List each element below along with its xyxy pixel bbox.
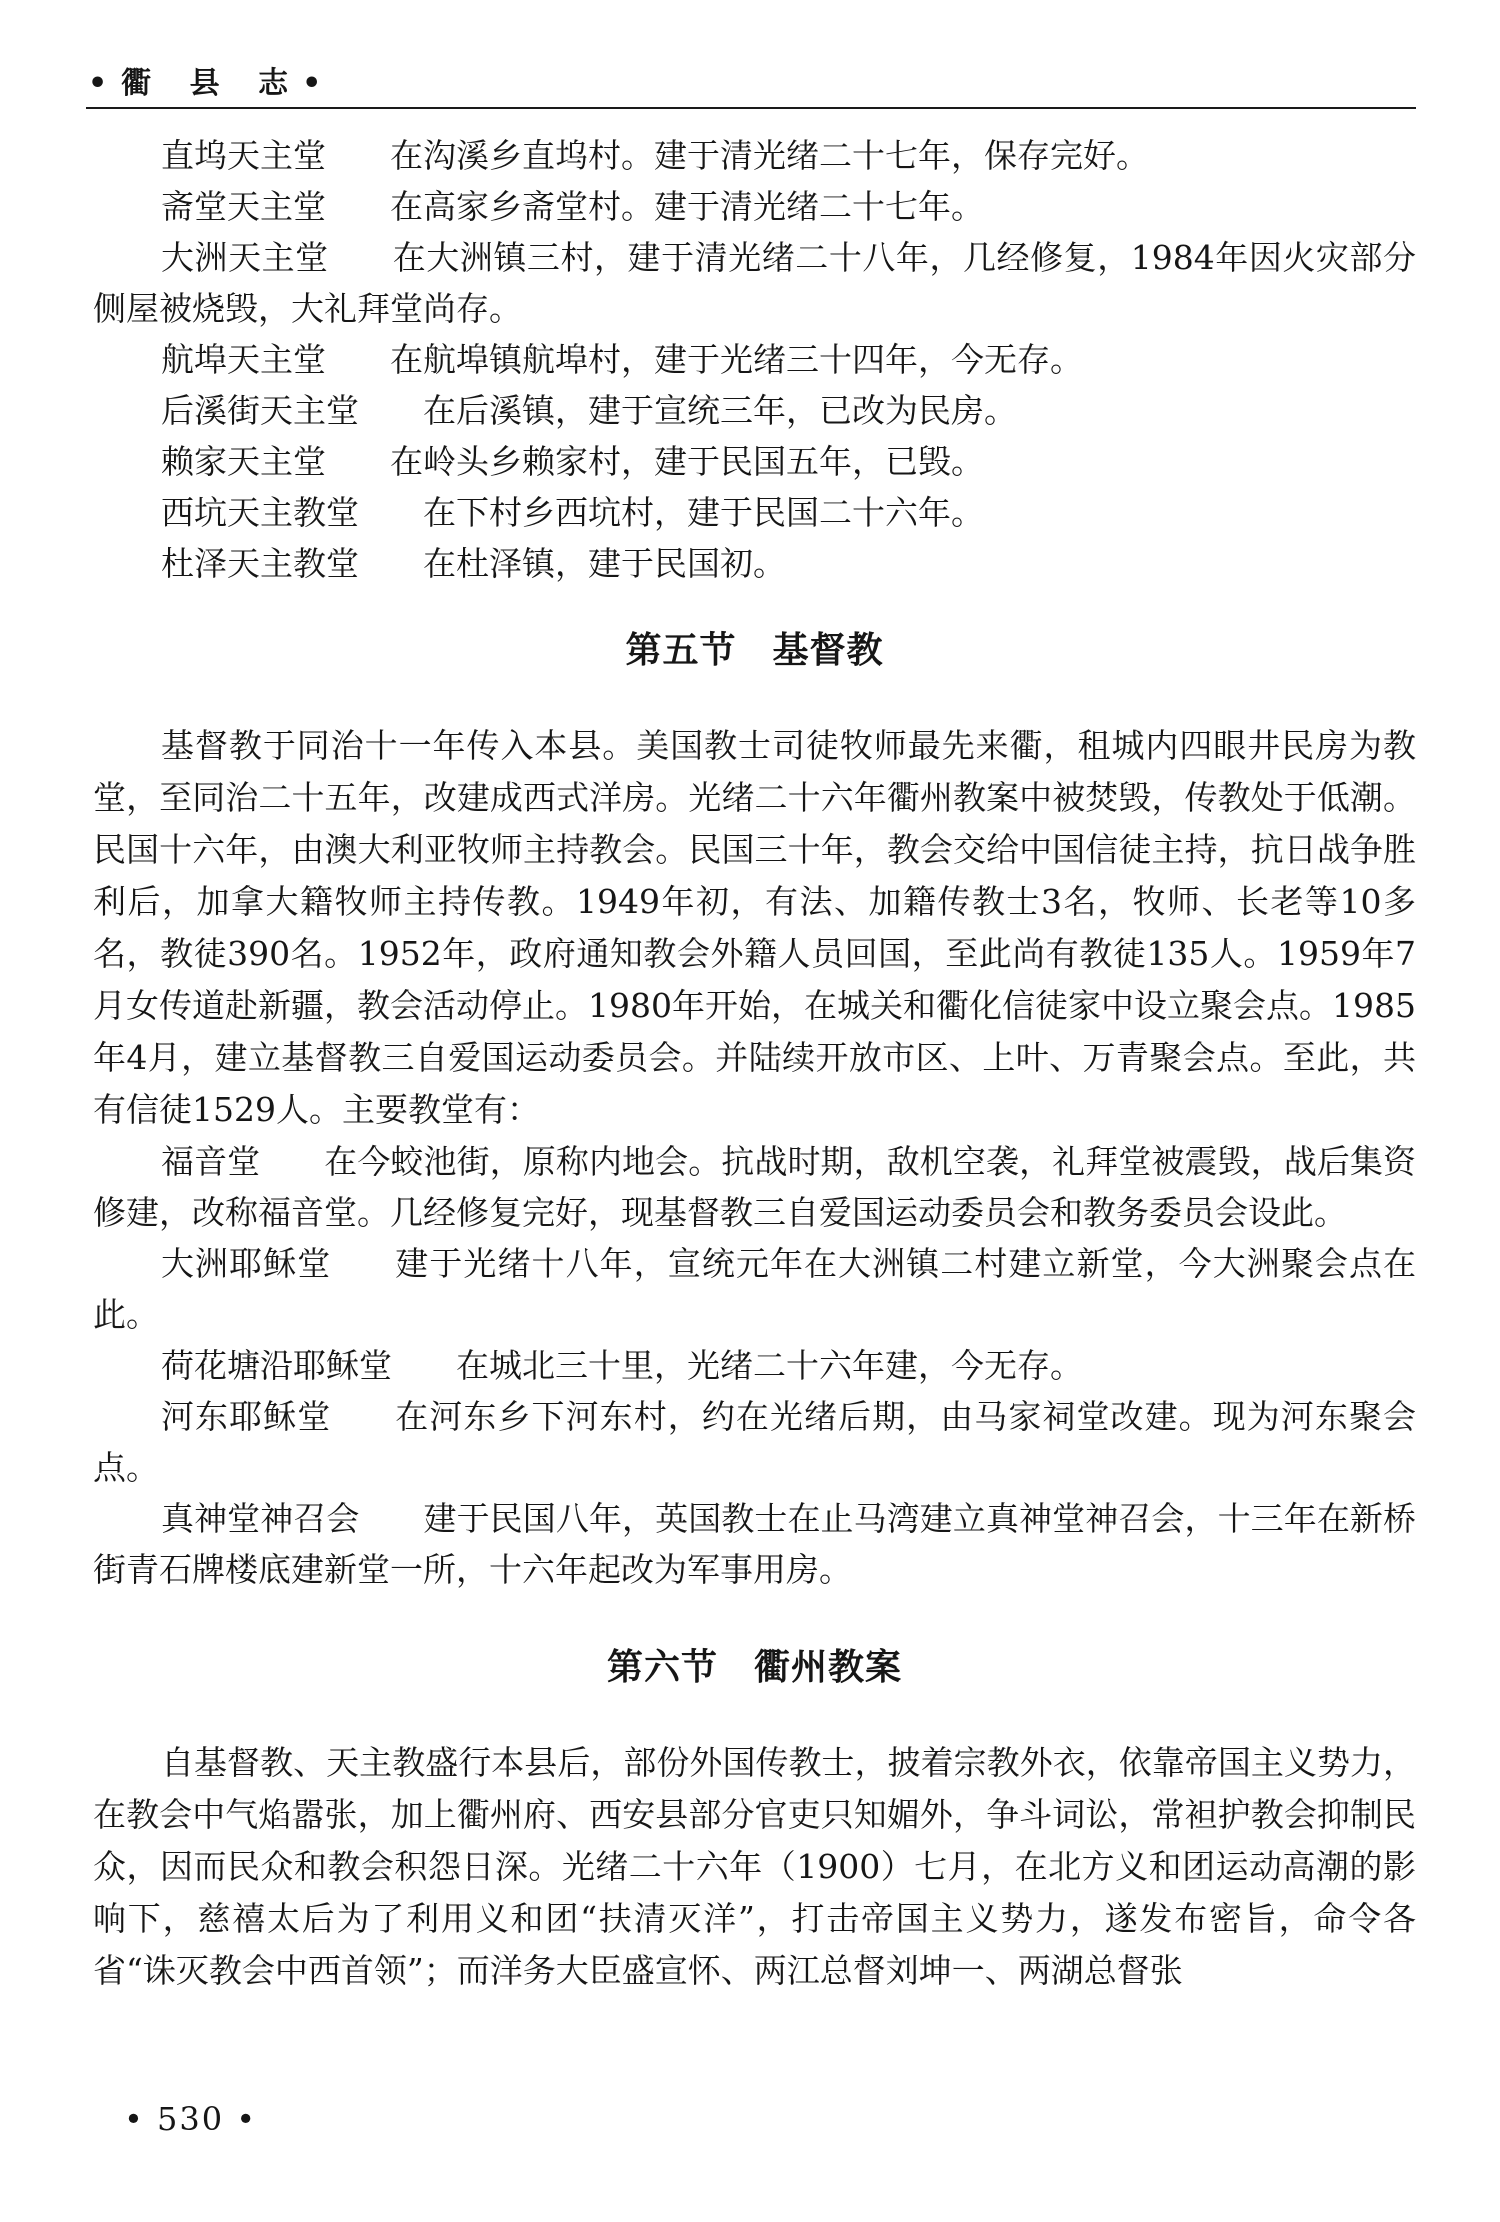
church-entry (93, 1136, 1416, 1238)
church-description: 在城北三十里，光绪二十六年建，今无存。 (456, 1346, 1083, 1385)
church-description: 在沟溪乡直坞村。建于清光绪二十七年，保存完好。 (390, 136, 1149, 175)
church-name: 荷花塘沿耶稣堂 (161, 1346, 392, 1385)
church-name: 大洲天主堂 (161, 238, 329, 277)
church-entry (93, 130, 1416, 181)
church-name: 福音堂 (161, 1142, 261, 1181)
church-name: 杜泽天主教堂 (161, 544, 359, 583)
church-name: 西坑天主教堂 (161, 493, 359, 532)
church-description: 建于民国八年，英国教士在止马湾建立真神堂神召会，十三年在新桥街青石牌楼底建新堂一所，十六年起改为军事用房。 (93, 1499, 1417, 1589)
church-description: 在岭头乡赖家村，建于民国五年，已毁。 (390, 442, 984, 481)
section-6-heading (93, 1641, 1416, 1693)
header-rule (86, 107, 1416, 109)
section-5-title: 基督教 (772, 629, 884, 671)
catholic-church-list (93, 130, 1416, 589)
church-description: 建于光绪十八年，宣统元年在大洲镇二村建立新堂，今大洲聚会点在此。 (93, 1244, 1417, 1334)
section-5-number: 第五节 (625, 629, 737, 671)
church-entry (93, 232, 1416, 334)
church-description: 在下村乡西坑村，建于民国二十六年。 (423, 493, 984, 532)
church-name: 河东耶稣堂 (161, 1397, 332, 1436)
page-number: • 530 • (124, 2100, 258, 2138)
church-description: 在航埠镇航埠村，建于光绪三十四年，今无存。 (390, 340, 1083, 379)
page-body (93, 130, 1416, 1997)
church-entry (93, 334, 1416, 385)
church-description: 在杜泽镇，建于民国初。 (423, 544, 786, 583)
church-description: 在大洲镇三村，建于清光绪二十八年，几经修复，1984年因火灾部分侧屋被烧毁，大礼拜堂尚存。 (93, 238, 1417, 328)
church-description: 在今蛟池街，原称内地会。抗战时期，敌机空袭，礼拜堂被震毁，战后集资修建，改称福音堂。几经修复完好，现基督教三自爱国运动委员会和教务委员会设此。 (93, 1142, 1417, 1232)
church-entry (93, 1340, 1416, 1391)
section-5-heading (93, 624, 1416, 676)
church-entry (93, 1238, 1416, 1340)
church-description: 在后溪镇，建于宣统三年，已改为民房。 (423, 391, 1017, 430)
church-name: 真神堂神召会 (161, 1499, 360, 1538)
church-entry (93, 385, 1416, 436)
church-entry (93, 1391, 1416, 1493)
church-name: 大洲耶稣堂 (161, 1244, 332, 1283)
protestant-church-list (93, 1136, 1416, 1595)
section-6-text: 自基督教、天主教盛行本县后，部份外国传教士，披着宗教外衣，依靠帝国主义势力，在教会中气焰嚣张，加上衢州府、西安县部分官吏只知媚外，争斗词讼，常袒护教会抑制民众，因而民众和教会积怨日深。光绪二十六年（1900）七月，在北方义和团运动高潮的影响下，慈禧太后为了利用义和团“扶清灭洋”，打击帝国主义势力，遂发布密旨，命令各省“诛灭教会中西首领”；而洋务大臣盛宣怀、两江总督刘坤一、两湖总督张 (93, 1743, 1416, 1990)
section-5-intro: 基督教于同治十一年传入本县。美国教士司徒牧师最先来衢，租城内四眼井民房为教堂，至同治二十五年，改建成西式洋房。光绪二十六年衢州教案中被焚毁，传教处于低潮。民国十六年，由澳大利亚牧师主持教会。民国三十年，教会交给中国信徒主持，抗日战争胜利后，加拿大籍牧师主持传教。1949年初，有法、加籍传教士3名，牧师、长老等10多名，教徒390名。1952年，政府通知教会外籍人员回国，至此尚有教徒135人。1959年7月女传道赴新疆，教会活动停止。1980年开始，在城关和衢化信徒家中设立聚会点。1985年4月，建立基督教三自爱国运动委员会。并陆续开放市区、上叶、万青聚会点。至此，共有信徒1529人。主要教堂有： (93, 726, 1416, 1129)
church-description: 在高家乡斋堂村。建于清光绪二十七年。 (390, 187, 984, 226)
running-header: •衢 县 志• (88, 66, 336, 101)
church-name: 后溪街天主堂 (161, 391, 359, 430)
church-description: 在河东乡下河东村，约在光绪后期，由马家祠堂改建。现为河东聚会点。 (93, 1397, 1417, 1487)
church-entry (93, 436, 1416, 487)
church-entry (93, 1493, 1416, 1595)
section-6-title: 衢州教案 (754, 1646, 903, 1688)
church-name: 赖家天主堂 (161, 442, 326, 481)
church-name: 斋堂天主堂 (161, 187, 326, 226)
church-entry (93, 487, 1416, 538)
church-name: 航埠天主堂 (161, 340, 326, 379)
church-entry (93, 538, 1416, 589)
church-entry (93, 181, 1416, 232)
section-6-number: 第六节 (606, 1646, 718, 1688)
church-name: 直坞天主堂 (161, 136, 326, 175)
